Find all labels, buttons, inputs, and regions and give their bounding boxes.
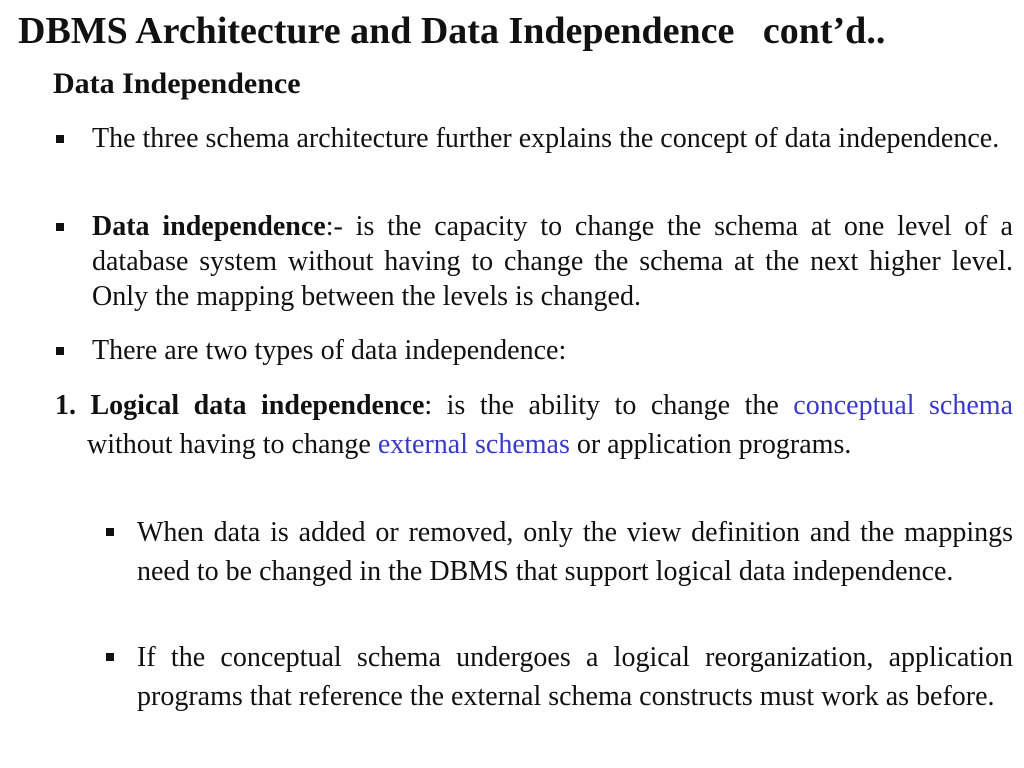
square-bullet-icon xyxy=(56,135,64,143)
highlighted-term: external schemas xyxy=(377,429,570,460)
sub-bullet-item xyxy=(106,513,1013,591)
square-bullet-icon xyxy=(106,653,114,661)
sub-bullet-text: If the conceptual schema undergoes a logical reorganization, application programs that reference the external schema constructs must work as before. xyxy=(137,642,1013,712)
section-heading: Data Independence xyxy=(53,67,301,100)
sub-bullet-text: When data is added or removed, only the view definition and the mappings need to be changed in the DBMS that support logical data independence. xyxy=(137,517,1013,587)
square-bullet-icon xyxy=(106,528,114,536)
bullet-item xyxy=(56,121,1013,156)
sub-bullet-item xyxy=(106,638,1013,716)
numbered-item xyxy=(55,386,1013,464)
bullet-item xyxy=(56,209,1013,314)
item-number: 1. xyxy=(55,390,76,421)
highlighted-term: conceptual schema xyxy=(793,390,1013,421)
item-text-part: : is the ability to change the xyxy=(424,390,794,421)
bullet-text: There are two types of data independence: xyxy=(92,335,567,366)
bullet-text: The three schema architecture further explains the concept of data independence. xyxy=(92,123,1000,154)
slide-title: DBMS Architecture and Data Independence cont’d.. xyxy=(18,10,886,52)
item-text-part: or application programs. xyxy=(569,429,852,460)
item-term: Logical data independence xyxy=(90,390,425,421)
bullet-definition: :- is the capacity to change the schema at one level of a database system without having to change the schema at the next higher level. Only the mapping between the levels is changed. xyxy=(92,211,1013,312)
square-bullet-icon xyxy=(56,347,64,355)
bullet-term: Data independence xyxy=(92,211,326,242)
square-bullet-icon xyxy=(56,223,64,231)
bullet-text xyxy=(92,209,1013,314)
item-text-part: without having to change xyxy=(87,429,378,460)
bullet-item xyxy=(56,333,1013,368)
